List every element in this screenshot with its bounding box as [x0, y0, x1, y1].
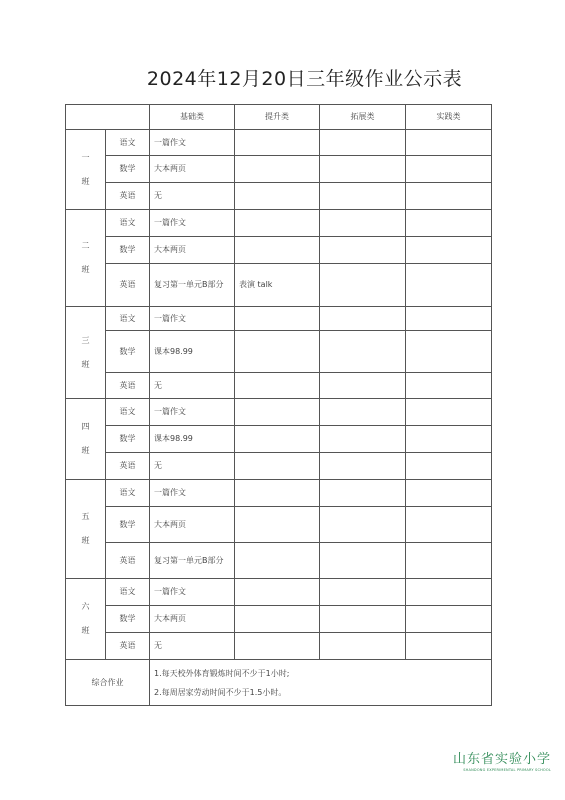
basic-cell: 一篇作文 [150, 210, 235, 237]
subject-cell: 数学 [106, 507, 150, 543]
header-advanced: 提升类 [235, 105, 320, 130]
practice-cell [406, 237, 492, 264]
advanced-cell [235, 507, 320, 543]
practice-cell [406, 210, 492, 237]
page-title: 2024年12月20日三年级作业公示表 [146, 68, 463, 90]
practice-cell [406, 507, 492, 543]
basic-cell: 一篇作文 [150, 579, 235, 606]
extended-cell [320, 579, 406, 606]
subject-cell: 数学 [106, 237, 150, 264]
advanced-cell [235, 480, 320, 507]
class-name-char: 二 [81, 241, 90, 251]
extended-cell [320, 399, 406, 426]
advanced-cell [235, 606, 320, 633]
class-name-char: 班 [81, 536, 90, 545]
practice-cell [406, 307, 492, 331]
basic-cell: 一篇作文 [150, 480, 235, 507]
practice-cell [406, 606, 492, 633]
extended-cell [320, 426, 406, 453]
extended-cell [320, 606, 406, 633]
table-row [66, 307, 492, 331]
advanced-cell [235, 426, 320, 453]
subject-cell: 英语 [106, 373, 150, 399]
basic-cell: 复习第一单元B部分 [150, 543, 235, 579]
practice-cell [406, 130, 492, 156]
advanced-cell [235, 331, 320, 373]
subject-cell: 英语 [106, 453, 150, 480]
table-row [66, 331, 492, 373]
basic-cell: 课本98.99 [150, 426, 235, 453]
subject-cell: 语文 [106, 399, 150, 426]
basic-cell: 无 [150, 633, 235, 660]
subject-cell: 语文 [106, 130, 150, 156]
homework-table-body [66, 105, 492, 706]
table-row [66, 543, 492, 579]
basic-cell: 大本两页 [150, 507, 235, 543]
advanced-cell [235, 156, 320, 183]
practice-cell [406, 156, 492, 183]
advanced-cell [235, 307, 320, 331]
subject-cell: 语文 [106, 210, 150, 237]
table-row [66, 210, 492, 237]
school-logo [453, 748, 551, 772]
basic-cell: 无 [150, 183, 235, 210]
extended-cell [320, 210, 406, 237]
practice-cell [406, 331, 492, 373]
table-row [66, 156, 492, 183]
practice-cell [406, 633, 492, 660]
class-name-char: 四 [81, 422, 90, 432]
advanced-cell [235, 183, 320, 210]
school-logo-english: SHANDONG EXPERIMENTAL PRIMARY SCHOOL [463, 768, 551, 772]
class-name-char: 三 [81, 335, 90, 345]
class-name-cell [66, 399, 106, 480]
extended-cell [320, 307, 406, 331]
class-name-char: 一 [81, 152, 90, 162]
basic-cell: 复习第一单元B部分 [150, 264, 235, 307]
basic-cell: 大本两页 [150, 156, 235, 183]
table-row [66, 426, 492, 453]
table-row [66, 237, 492, 264]
header-corner-cell [66, 105, 150, 130]
table-row [66, 264, 492, 307]
extended-cell [320, 507, 406, 543]
table-row [66, 579, 492, 606]
extended-cell [320, 264, 406, 307]
table-row [66, 633, 492, 660]
subject-cell: 英语 [106, 543, 150, 579]
subject-cell: 数学 [106, 606, 150, 633]
extended-cell [320, 453, 406, 480]
summary-line-2: 2.每周居家劳动时间不少于1.5小时。 [154, 687, 287, 697]
class-name-char: 六 [81, 602, 90, 612]
subject-cell: 英语 [106, 183, 150, 210]
summary-line-1: 1.每天校外体育锻炼时间不少于1小时; [154, 668, 290, 678]
subject-cell: 语文 [106, 579, 150, 606]
subject-cell: 数学 [106, 426, 150, 453]
table-row [66, 507, 492, 543]
class-name-char: 班 [81, 265, 90, 274]
summary-row [66, 660, 492, 706]
table-row [66, 130, 492, 156]
subject-cell: 数学 [106, 156, 150, 183]
extended-cell [320, 156, 406, 183]
practice-cell [406, 426, 492, 453]
extended-cell [320, 373, 406, 399]
class-name-char: 班 [81, 446, 90, 455]
advanced-cell [235, 579, 320, 606]
basic-cell: 一篇作文 [150, 307, 235, 331]
table-row [66, 373, 492, 399]
extended-cell [320, 331, 406, 373]
subject-cell: 英语 [106, 633, 150, 660]
advanced-cell [235, 633, 320, 660]
practice-cell [406, 399, 492, 426]
extended-cell [320, 237, 406, 264]
school-logo-name: 山东省实验小学 [452, 752, 551, 767]
practice-cell [406, 579, 492, 606]
header-basic: 基础类 [150, 105, 235, 130]
class-name-cell [66, 130, 106, 210]
extended-cell [320, 543, 406, 579]
advanced-cell [235, 130, 320, 156]
subject-cell: 语文 [106, 480, 150, 507]
table-row [66, 183, 492, 210]
summary-text-cell [150, 660, 492, 706]
subject-cell: 语文 [106, 307, 150, 331]
practice-cell [406, 183, 492, 210]
advanced-cell: 表演 talk [235, 264, 320, 307]
header-practice: 实践类 [406, 105, 492, 130]
advanced-cell [235, 543, 320, 579]
class-name-char: 班 [81, 359, 90, 369]
advanced-cell [235, 399, 320, 426]
basic-cell: 大本两页 [150, 606, 235, 633]
class-name-cell [66, 579, 106, 660]
advanced-cell [235, 210, 320, 237]
table-row [66, 480, 492, 507]
extended-cell [320, 130, 406, 156]
class-name-cell [66, 480, 106, 579]
subject-cell: 数学 [106, 331, 150, 373]
table-row [66, 606, 492, 633]
basic-cell: 课本98.99 [150, 331, 235, 373]
class-name-cell [66, 210, 106, 307]
basic-cell: 无 [150, 453, 235, 480]
table-row [66, 399, 492, 426]
practice-cell [406, 264, 492, 307]
practice-cell [406, 373, 492, 399]
header-extended: 拓展类 [320, 105, 406, 130]
practice-cell [406, 453, 492, 480]
extended-cell [320, 633, 406, 660]
basic-cell: 一篇作文 [150, 130, 235, 156]
class-name-cell [66, 307, 106, 399]
class-name-char: 五 [81, 512, 90, 522]
class-name-char: 班 [81, 176, 90, 186]
homework-table [65, 104, 492, 706]
basic-cell: 一篇作文 [150, 399, 235, 426]
advanced-cell [235, 373, 320, 399]
advanced-cell [235, 237, 320, 264]
basic-cell: 无 [150, 373, 235, 399]
subject-cell: 英语 [106, 264, 150, 307]
practice-cell [406, 480, 492, 507]
basic-cell: 大本两页 [150, 237, 235, 264]
table-row [66, 453, 492, 480]
class-name-char: 班 [81, 626, 90, 635]
summary-label: 综合作业 [66, 660, 150, 706]
extended-cell [320, 183, 406, 210]
header-row [66, 105, 492, 130]
extended-cell [320, 480, 406, 507]
advanced-cell [235, 453, 320, 480]
practice-cell [406, 543, 492, 579]
